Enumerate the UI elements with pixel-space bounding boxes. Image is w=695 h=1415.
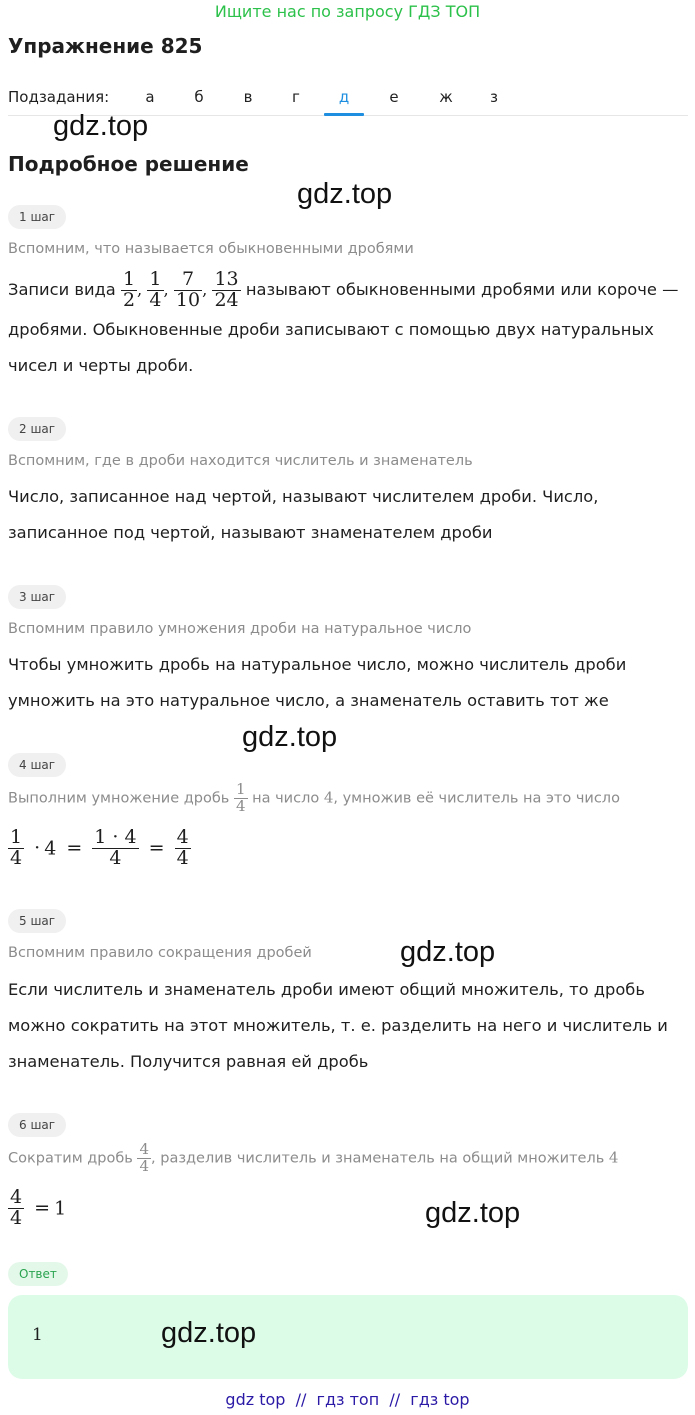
- page-title: Упражнение 825: [8, 34, 203, 58]
- fraction: $\frac{1 \cdot 4}{4}$: [94, 826, 137, 869]
- step-note-2: Вспомним, где в дроби находится числитель и знаменатель: [8, 453, 473, 469]
- subtask-tab-v[interactable]: в: [243, 88, 253, 106]
- subtask-tab-z[interactable]: з: [490, 88, 498, 106]
- subtask-tab-a[interactable]: а: [145, 88, 155, 106]
- step-note-6-prefix: Сократим дробь: [8, 1150, 133, 1167]
- watermark: gdz.top: [297, 178, 393, 210]
- subtasks-label: Подзадания:: [8, 88, 110, 106]
- fraction: $\frac{7}{10}$: [175, 268, 201, 311]
- step-text-1-rest: дробями. Обыкновенные дроби записывают с помощью двух натуральных чисел и черты дроби.: [8, 320, 654, 375]
- step-note-3: Вспомним правило умножения дроби на натуральное число: [8, 621, 472, 637]
- active-tab-indicator: [324, 113, 364, 116]
- fraction: $\frac{1}{4}$: [149, 268, 162, 311]
- step-badge-4: 4 шаг: [8, 753, 66, 777]
- step-text-1-prefix: Записи вида: [8, 280, 116, 299]
- answer-badge: Ответ: [8, 1262, 68, 1286]
- step-note-4-suffix: , умножив её числитель на это число: [333, 790, 620, 807]
- step-badge-1: 1 шаг: [8, 205, 66, 229]
- step-note-5: Вспомним правило сокращения дробей: [8, 945, 312, 961]
- fraction: $\frac{4}{4}$: [10, 1186, 23, 1229]
- step-text-5: Если числитель и знаменатель дроби имеют общий множитель, то дробь можно сократить на этот множитель, т. е. разделить на него и числитель и знаменатель. Получится равная ей дробь: [8, 980, 668, 1071]
- step-note-4: [8, 782, 620, 815]
- subtask-tab-b[interactable]: б: [194, 88, 204, 106]
- equation-step-6: $\frac{4}{4}$ = 1: [10, 1186, 67, 1229]
- step-text-1: Записи вида $\frac{1}{2}$ , $\frac{1}{4}$ , $\frac{7}{10}$ , $\frac{13}{24}$ называют обыкновенными дробями или короче —: [8, 268, 679, 311]
- subtask-tab-zh[interactable]: ж: [439, 88, 453, 106]
- step-badge-3: 3 шаг: [8, 585, 66, 609]
- fraction: $\frac{4}{4}$: [176, 826, 189, 869]
- fraction: $\frac{13}{24}$: [214, 268, 239, 311]
- subtask-tab-e[interactable]: е: [389, 88, 399, 106]
- step-text-2: Число, записанное над чертой, называют числителем дроби. Число, записанное под чертой, называют знаменателем дроби: [8, 487, 599, 542]
- step-note-4-mid: на число: [252, 790, 320, 807]
- answer-box: [8, 1295, 688, 1379]
- step-text-3: Чтобы умножить дробь на натуральное число, можно числитель дроби умножить на это натуральное число, а знаменатель оставить тот же: [8, 655, 627, 710]
- subtask-tab-g[interactable]: г: [292, 88, 300, 106]
- fraction: $\frac{4}{4}$: [139, 1140, 150, 1175]
- equation-step-4: $\frac{1}{4}$ · 4 = $\frac{1 \cdot 4}{4}$ = $\frac{4}{4}$: [10, 826, 189, 869]
- watermark: gdz.top: [400, 936, 496, 968]
- step-note-6: [8, 1142, 618, 1175]
- step-badge-5: 5 шаг: [8, 909, 66, 933]
- step-note-4-number: 4: [323, 788, 334, 807]
- watermark: gdz.top: [53, 110, 149, 142]
- step-note-1: Вспомним, что называется обыкновенными дробями: [8, 241, 414, 257]
- step-badge-2: 2 шаг: [8, 417, 66, 441]
- answer-value: 1: [32, 1325, 43, 1345]
- step-text-1-suffix: называют обыкновенными дробями или короче —: [245, 280, 679, 299]
- watermark: gdz.top: [242, 721, 338, 753]
- watermark: gdz.top: [161, 1317, 257, 1349]
- step-badge-6: 6 шаг: [8, 1113, 66, 1137]
- step-note-6-number: 4: [608, 1148, 619, 1167]
- section-title: Подробное решение: [8, 152, 249, 176]
- fraction: $\frac{1}{2}$: [122, 268, 136, 311]
- footer-links[interactable]: gdz top // гдз топ // гдз top: [225, 1390, 470, 1409]
- subtask-tab-d[interactable]: д: [338, 88, 350, 106]
- step-note-6-suffix: , разделив числитель и знаменатель на общий множитель: [151, 1150, 605, 1167]
- watermark: gdz.top: [425, 1197, 521, 1229]
- fraction: $\frac{1}{4}$: [10, 826, 23, 869]
- step-note-4-prefix: Выполним умножение дробь: [8, 790, 230, 807]
- fraction: $\frac{1}{4}$: [235, 780, 246, 815]
- promo-banner[interactable]: Ищите нас по запросу ГДЗ ТОП: [214, 2, 481, 21]
